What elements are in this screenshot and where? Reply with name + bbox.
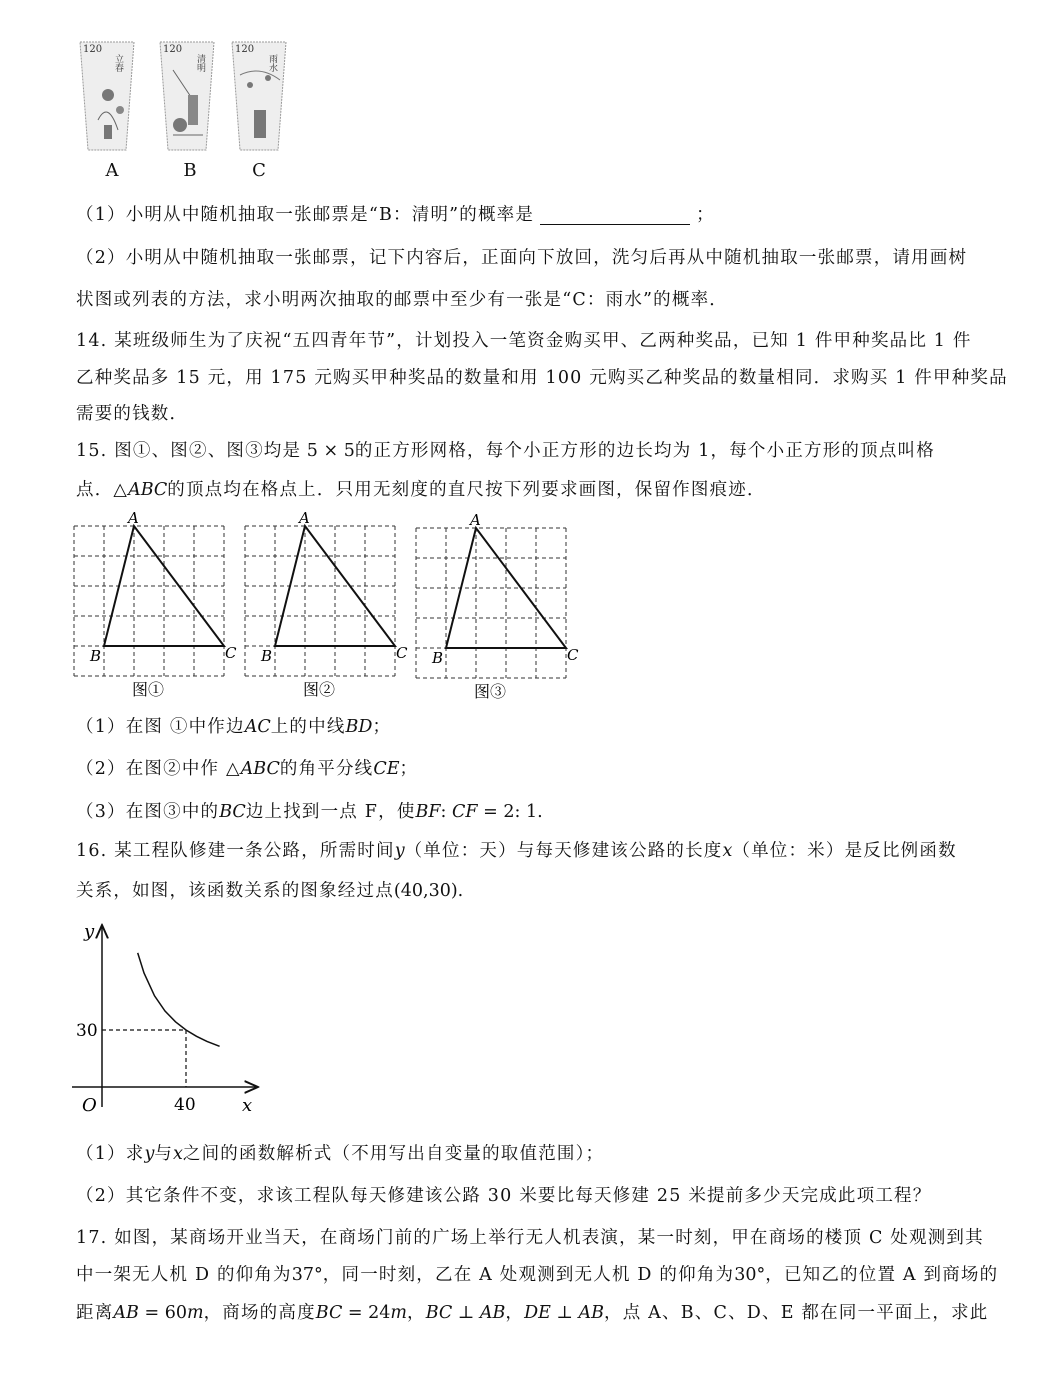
q15-sub1: （1）在图 ①中作边AC上的中线BD； — [76, 717, 392, 737]
vertex-c-label: C — [225, 644, 237, 662]
inverse-curve — [138, 953, 220, 1046]
figure-caption: 图③ — [474, 682, 507, 701]
y-axis-label: y — [84, 921, 95, 942]
q13-part2-line1: （2）小明从中随机抽取一张邮票，记下内容后，正面向下放回，洗匀后再从中随机抽取一张邮票，请用画树 — [76, 248, 968, 268]
stamp-a-image — [78, 40, 136, 152]
q15-sub2: （2）在图②中作 △ABC的角平分线CE； — [76, 759, 419, 779]
q14-line2: 乙种奖品多 15 元，用 175 元购买甲种奖品的数量和用 100 元购买乙种奖品的数量相同．求购买 1 件甲种奖品 — [76, 368, 1008, 388]
q16-sub1: （1）求y与x之间的函数解析式（不用写出自变量的取值范围）； — [76, 1144, 605, 1164]
grid-figure-3 — [412, 512, 592, 702]
stamp-c-image — [230, 40, 288, 152]
figure-caption: 图② — [303, 680, 336, 699]
q14-line3: 需要的钱数． — [76, 404, 189, 424]
q16-line1: 16. 某工程队修建一条公路，所需时间y（单位：天）与每天修建该公路的长度x（单位：米）是反比例函数 — [76, 841, 957, 861]
q15-line1: 15. 图①、图②、图③均是 5 × 5的正方形网格，每个小正方形的边长均为 1，每个小正方形的顶点叫格 — [76, 441, 935, 461]
vertex-a-label: A — [299, 510, 310, 527]
q17-line2: 中一架无人机 D 的仰角为37°，同一时刻，乙在 A 处观测到无人机 D 的仰角为30°，已知乙的位置 A 到商场的 — [76, 1265, 999, 1285]
stamp-b-label: B — [183, 160, 197, 181]
vertex-c-label: C — [396, 644, 408, 662]
y-tick-label: 30 — [76, 1021, 98, 1041]
q16-sub2: （2）其它条件不变，求该工程队每天修建该公路 30 米要比每天修建 25 米提前多少天完成此项工程？ — [76, 1186, 932, 1206]
stamp-b-value: 120 — [163, 44, 183, 55]
grid-figure-2 — [241, 510, 421, 700]
stamp-a-value: 120 — [83, 44, 103, 55]
stamp-a-name: 立春 — [113, 54, 123, 72]
figure-caption: 图① — [132, 680, 165, 699]
q13-part2-line2: 状图或列表的方法，求小明两次抽取的邮票中至少有一张是“C：雨水”的概率． — [76, 290, 728, 310]
vertex-a-label: A — [128, 510, 139, 527]
stamp-b-name: 清明 — [195, 54, 205, 72]
answer-blank[interactable] — [540, 208, 690, 225]
stamp-c-value: 120 — [235, 44, 255, 55]
q17-line1: 17. 如图，某商场开业当天，在商场门前的广场上举行无人机表演，某一时刻，甲在商场的楼顶 C 处观测到其 — [76, 1228, 984, 1248]
grid-figure-1 — [70, 510, 250, 700]
stamp-a-label: A — [105, 160, 119, 181]
q14-line1: 14. 某班级师生为了庆祝“五四青年节”，计划投入一笔资金购买甲、乙两种奖品，已知 1 件甲种奖品比 1 件 — [76, 331, 972, 351]
stamp-c-name: 雨水 — [267, 54, 277, 72]
stamp-c-label: C — [252, 160, 266, 181]
x-tick-label: 40 — [174, 1095, 196, 1115]
vertex-b-label: B — [432, 649, 444, 667]
q17-line3: 距离AB = 60m，商场的高度BC = 24m，BC ⊥ AB，DE ⊥ AB，点 A、B、C、D、E 都在同一平面上，求此 — [76, 1303, 989, 1323]
x-axis-label: x — [242, 1095, 253, 1116]
vertex-a-label: A — [470, 512, 481, 529]
vertex-b-label: B — [90, 647, 102, 665]
vertex-c-label: C — [567, 646, 579, 664]
inverse-function-graph — [70, 915, 270, 1120]
q15-line2: 点．△ABC的顶点均在格点上．只用无刻度的直尺按下列要求画图，保留作图痕迹． — [76, 480, 766, 500]
vertex-b-label: B — [261, 647, 273, 665]
q16-line2: 关系，如图，该函数关系的图象经过点(40,30). — [76, 881, 465, 901]
q15-sub3: （3）在图③中的BC边上找到一点 F，使BF: CF = 2: 1. — [76, 802, 544, 822]
q13-part1: （1）小明从中随机抽取一张邮票是“B：清明”的概率是 ； — [76, 205, 715, 225]
stamp-b-image — [158, 40, 216, 152]
origin-label: O — [82, 1095, 97, 1116]
